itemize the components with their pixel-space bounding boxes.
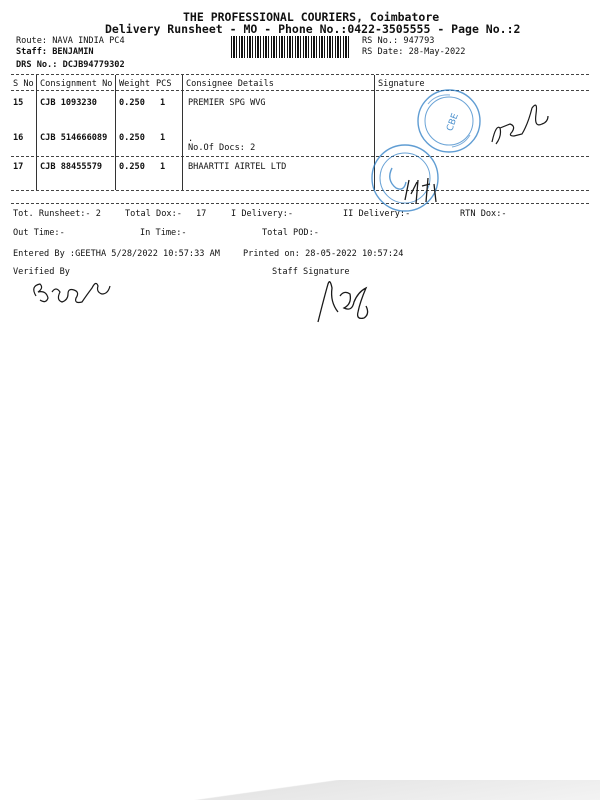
table-row-consignee: . — [188, 134, 194, 144]
col-header-consignment: Consignment No — [40, 79, 113, 89]
verified-by-label: Verified By — [13, 267, 70, 277]
table-row-consignment: CJB 514666089 — [40, 133, 108, 143]
col-header-signature: Signature — [378, 79, 425, 89]
table-row-sno: 16 — [13, 133, 24, 143]
drs-number: DRS No.: DCJB94779302 — [16, 60, 125, 70]
table-row-consignment: CJB 1093230 — [40, 98, 97, 108]
table-row-sno: 15 — [13, 98, 24, 108]
col-header-sno: S No — [13, 79, 34, 89]
table-row-weight: 0.250 — [119, 98, 145, 108]
table-row-sno: 17 — [13, 162, 24, 172]
staff-signature — [318, 282, 368, 322]
total-pod: Total POD:- — [262, 228, 319, 238]
table-row-pcs: 1 — [160, 98, 166, 108]
table-row-weight: 0.250 — [119, 133, 145, 143]
table-row-consignee: PREMIER SPG WVG — [188, 98, 266, 108]
consignee-signature — [405, 178, 436, 204]
delivery-stamp — [372, 145, 438, 211]
table-row-pcs: 1 — [160, 133, 166, 143]
table-row-consignee: BHAARTTI AIRTEL LTD — [188, 162, 287, 172]
col-header-pcs: PCS — [156, 79, 172, 89]
printed-on: Printed on: 28-05-2022 10:57:24 — [243, 249, 404, 259]
rtn-dox: RTN Dox:- — [460, 209, 507, 219]
runsheet-title: Delivery Runsheet - MO - Phone No.:0422-3505555 - Page No.:2 — [105, 22, 521, 36]
consignee-signature — [492, 105, 548, 144]
tot-runsheet: Tot. Runsheet:- 2 — [13, 209, 101, 219]
rs-date: RS Date: 28-May-2022 — [362, 47, 466, 57]
route-label: Route: NAVA INDIA PC4 — [16, 36, 125, 46]
company-name: THE PROFESSIONAL COURIERS, Coimbatore — [183, 10, 440, 24]
stamp-center-text: CBE — [445, 112, 461, 133]
total-dox-label: Total Dox:- — [125, 209, 182, 219]
rs-number: RS No.: 947793 — [362, 36, 435, 46]
table-row-weight: 0.250 — [119, 162, 145, 172]
entered-by: Entered By :GEETHA 5/28/2022 10:57:33 AM — [13, 249, 220, 259]
in-time: In Time:- — [140, 228, 187, 238]
table-row-doc-count: No.Of Docs: 2 — [188, 143, 256, 153]
col-header-consignee: Consignee Details — [186, 79, 274, 89]
out-time: Out Time:- — [13, 228, 65, 238]
verifier-signature — [34, 283, 110, 302]
staff-label: Staff: BENJAMIN — [16, 47, 94, 57]
col-header-weight: Weight — [119, 79, 151, 89]
i-delivery: I Delivery:- — [231, 209, 294, 219]
staff-signature-label: Staff Signature — [272, 267, 350, 277]
table-row-pcs: 1 — [160, 162, 166, 172]
table-row-consignment: CJB 88455579 — [40, 162, 103, 172]
scan-edge-shadow — [0, 780, 600, 800]
delivery-stamp — [418, 90, 480, 152]
ii-delivery: II Delivery:- — [343, 209, 411, 219]
total-dox-value: 17 — [196, 209, 207, 219]
